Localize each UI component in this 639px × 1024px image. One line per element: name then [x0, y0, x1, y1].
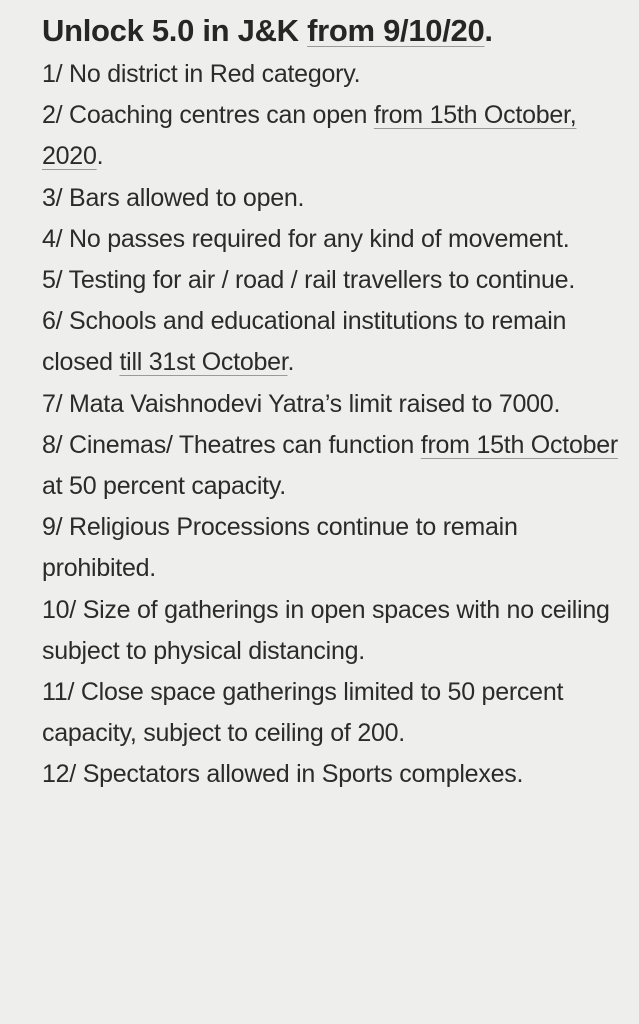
text-run: 8/ Cinemas/ Theatres can function: [42, 430, 421, 459]
guideline-item: [42, 590, 622, 672]
guideline-item: [42, 507, 622, 589]
text-run: 9/ Religious Processions continue to remain prohibited.: [42, 513, 518, 583]
text-run: 6/ Schools and educational institutions to remain closed: [42, 307, 567, 377]
text-run: .: [96, 142, 104, 171]
guideline-list: [42, 54, 622, 796]
text-run: 4/ No passes required for any kind of movement.: [42, 224, 570, 253]
guideline-item: [42, 672, 622, 754]
guideline-item: [42, 754, 622, 795]
text-run: 2/ Coaching centres can open: [42, 101, 374, 130]
text-run: .: [287, 348, 295, 377]
detected-date-link[interactable]: from 9/10/20: [307, 13, 485, 48]
detected-date-link[interactable]: till 31st October: [119, 348, 288, 377]
detected-date-link[interactable]: from 15th October: [420, 430, 618, 459]
text-run: 3/ Bars allowed to open.: [42, 183, 305, 212]
note-title: [42, 10, 622, 51]
text-run: 11/ Close space gatherings limited to 50 percent capacity, subject to ceiling of 200.: [42, 678, 564, 748]
guideline-item: [42, 425, 622, 507]
text-run: at 50 percent capacity.: [42, 472, 286, 501]
guideline-item: [42, 178, 622, 219]
detected-date-link[interactable]: from 15th October, 2020: [42, 101, 577, 171]
text-run: 5/ Testing for air / road / rail travellers to continue.: [42, 266, 576, 295]
guideline-item: [42, 219, 622, 260]
guideline-item: [42, 260, 622, 301]
guideline-item: [42, 95, 622, 177]
text-run: 7/ Mata Vaishnodevi Yatra’s limit raised to 7000.: [42, 389, 561, 418]
guideline-item: [42, 384, 622, 425]
guideline-item: [42, 301, 622, 383]
text-run: 10/ Size of gatherings in open spaces with no ceiling subject to physical distancing.: [42, 595, 610, 665]
text-run: .: [484, 13, 493, 48]
text-run: 12/ Spectators allowed in Sports complexes.: [42, 760, 524, 789]
text-run: 1/ No district in Red category.: [42, 60, 361, 88]
guideline-item: [42, 54, 622, 95]
note-body: [42, 10, 622, 796]
text-run: Unlock 5.0 in J&K: [42, 13, 308, 48]
